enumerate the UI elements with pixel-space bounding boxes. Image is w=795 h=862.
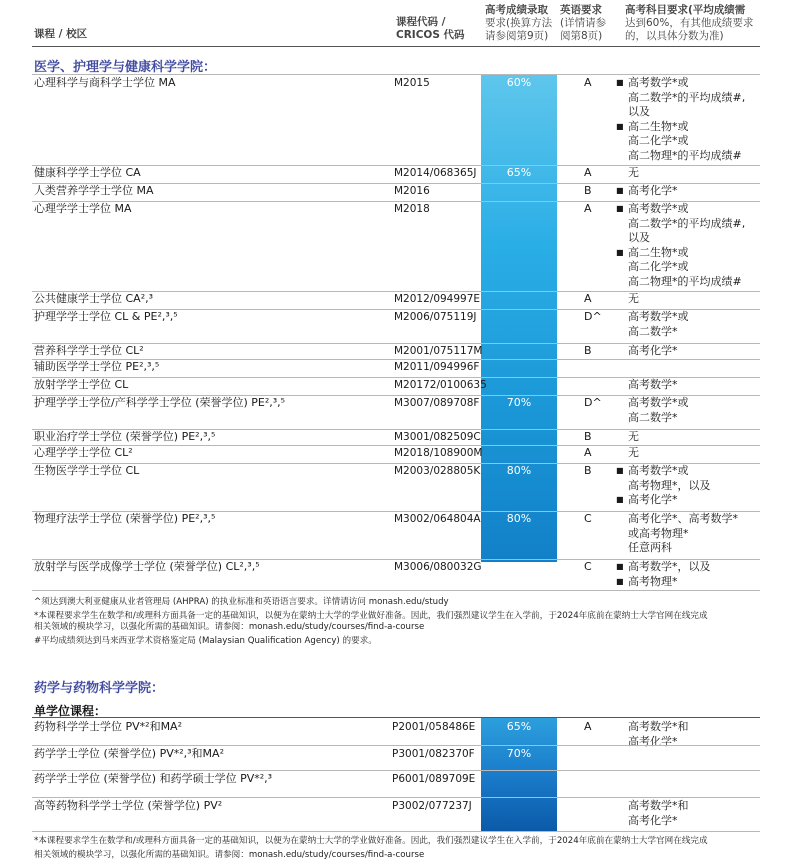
subject-requirement — [616, 799, 689, 828]
requirement-line: 高考化学* — [628, 813, 678, 827]
course-name: 护理学学士学位 CL & PE²,³,⁵ — [34, 310, 178, 323]
bullet-item: ■ 高考数学*或 — [616, 202, 745, 217]
english-requirement: C — [584, 512, 592, 525]
course-name: 健康科学学士学位 CA — [34, 166, 141, 179]
english-requirement: A — [584, 76, 592, 89]
row-divider — [32, 559, 760, 560]
course-code: P2001/058486E — [392, 721, 476, 733]
english-requirement: C — [584, 560, 592, 573]
subject-requirement — [616, 166, 639, 181]
course-code: M2006/075119J — [394, 311, 477, 323]
english-requirement: A — [584, 720, 592, 733]
requirement-line: 高考化学*、高考数学* — [628, 512, 738, 525]
course-name: 公共健康学士学位 CA²,³ — [34, 292, 154, 305]
requirement-line: 或高考物理* — [628, 526, 689, 540]
requirement-line: 无 — [628, 292, 639, 305]
english-requirement: D^ — [584, 396, 602, 409]
course-name: 职业治疗学士学位 (荣誉学位) PE²,³,⁵ — [34, 430, 216, 443]
entry-score: 80% — [506, 512, 532, 525]
entry-score: 80% — [506, 464, 532, 477]
course-name: 药物科学学士学位 PV*²和MA² — [34, 720, 182, 733]
course-code: P3002/077237J — [392, 800, 472, 812]
english-requirement: B — [584, 464, 592, 477]
section-title-medicine: 医学、护理学与健康科学学院： — [34, 60, 217, 75]
row-divider — [32, 445, 760, 446]
subject-requirement — [616, 344, 678, 359]
requirement-line: 高考数学*或 — [628, 396, 689, 409]
row-divider — [32, 395, 760, 396]
header-divider — [32, 46, 760, 47]
requirement-line: 高二物理*的平均成绩# — [628, 148, 742, 162]
english-requirement: A — [584, 446, 592, 459]
course-code: M3002/064804A — [394, 513, 481, 525]
bullet-item: ■ 高考数学*或 — [616, 76, 745, 91]
score-band-pharmacy — [481, 718, 557, 831]
row-divider — [32, 797, 760, 798]
requirement-line: 高二物理*的平均成绩# — [628, 274, 742, 288]
subject-requirement — [616, 184, 678, 199]
entry-score: 70% — [506, 396, 532, 409]
course-name: 生物医学学士学位 CL — [34, 464, 140, 477]
course-name: 营养科学学士学位 CL² — [34, 344, 144, 357]
course-name: 护理学学士学位/产科学学士学位 (荣誉学位) PE²,³,⁵ — [34, 396, 286, 409]
row-divider — [32, 309, 760, 310]
subject-requirement — [616, 446, 639, 461]
requirement-line: 以及 — [628, 231, 650, 244]
requirement-line: 以及 — [628, 105, 650, 118]
bullet-item: ■ 高考数学*或 — [616, 464, 711, 479]
row-divider — [32, 201, 760, 202]
course-name: 药学学士学位 (荣誉学位) PV*²,³和MA² — [34, 747, 224, 760]
row-divider — [32, 511, 760, 512]
course-code: M2016 — [394, 185, 430, 197]
subject-requirement — [616, 512, 738, 556]
subsection-divider — [32, 717, 760, 718]
row-divider — [32, 745, 760, 746]
course-name: 心理学学士学位 CL² — [34, 446, 133, 459]
requirement-line: 高二数学*的平均成绩#, — [628, 216, 746, 230]
footnote: ^须达到澳大利亚健康从业者管理局 (AHPRA) 的执业标准和英语语言要求。详情请访问 monash.edu/study — [34, 597, 449, 607]
subject-requirement — [616, 292, 639, 307]
course-code: M2012/094997E — [394, 293, 481, 305]
requirement-line: 高二数学*的平均成绩#, — [628, 90, 746, 104]
header-course: 课程 / 校区 — [34, 28, 88, 40]
footnote: 相关领域的模块学习，以强化所需的基础知识。请参阅：monash.edu/study/courses/find-a-course — [34, 850, 425, 860]
entry-score: 65% — [506, 166, 532, 179]
course-name: 放射学与医学成像学士学位 (荣誉学位) CL²,³,⁵ — [34, 560, 260, 573]
course-name: 高等药物科学学士学位 (荣誉学位) PV² — [34, 799, 223, 812]
section-title-pharmacy: 药学与药物科学学院： — [34, 681, 165, 696]
requirement-line: 无 — [628, 430, 639, 443]
course-name: 放射学学士学位 CL — [34, 378, 129, 391]
row-divider — [32, 291, 760, 292]
requirement-line: 高考数学*和 — [628, 720, 689, 733]
requirement-line: 高考物理*，以及 — [628, 478, 711, 492]
course-name: 人类营养学学士学位 MA — [34, 184, 154, 197]
requirement-line: 高考化学* — [628, 344, 678, 357]
entry-score: 70% — [506, 747, 532, 760]
course-name: 心理学学士学位 MA — [34, 202, 132, 215]
subject-requirement — [616, 378, 678, 393]
row-divider — [32, 343, 760, 344]
course-code: P3001/082370F — [392, 748, 475, 760]
footnote: *本课程要求学生在数学和/或理科方面具备一定的基础知识，以便为在蒙纳士大学的学业做好准备。因此，我们强烈建议学生在入学前，于2024年底前在蒙纳士大学官网在线完成 — [34, 836, 708, 846]
subject-requirement — [616, 76, 745, 163]
course-code: P6001/089709E — [392, 773, 476, 785]
english-requirement: A — [584, 166, 592, 179]
course-code: M2001/075117M — [394, 345, 483, 357]
course-code: M2011/094996F — [394, 361, 480, 373]
footnote: #平均成绩须达到马来西亚学术资格鉴定局 (Malaysian Qualification Agency) 的要求。 — [34, 636, 377, 646]
course-code: M20172/0100635 — [394, 379, 487, 391]
entry-score: 60% — [506, 76, 532, 89]
english-requirement: A — [584, 202, 592, 215]
requirement-line: 高考数学*和 — [628, 799, 689, 812]
row-divider — [32, 183, 760, 184]
requirement-line: 高二化学*或 — [628, 260, 689, 273]
english-requirement: B — [584, 184, 592, 197]
requirement-line: 高二数学* — [628, 324, 678, 338]
row-divider — [32, 831, 760, 832]
course-code: M3007/089708F — [394, 397, 480, 409]
subject-requirement — [616, 202, 745, 289]
course-code: M2003/028805K — [394, 465, 481, 477]
bullet-item: ■ 高考化学* — [616, 493, 711, 508]
requirement-line: 高考数学* — [628, 378, 678, 391]
subject-requirement — [616, 430, 639, 445]
subject-requirement — [616, 464, 711, 508]
course-code: M3006/080032G — [394, 561, 482, 573]
english-requirement: A — [584, 292, 592, 305]
bullet-item: ■ 高考数学*，以及 — [616, 560, 711, 575]
english-requirement: D^ — [584, 310, 602, 323]
entry-score: 80% — [506, 560, 532, 573]
row-divider — [32, 770, 760, 771]
header-english: 英语要求 (详情请参 阅第8页) — [560, 4, 607, 42]
subsection-single-degree: 单学位课程： — [34, 704, 107, 718]
score-band — [481, 75, 557, 562]
footnote: 相关领域的模块学习，以强化所需的基础知识。请参阅：monash.edu/study/courses/find-a-course — [34, 622, 425, 632]
bullet-item: ■ 高二生物*或 — [616, 120, 745, 135]
english-requirement: B — [584, 430, 592, 443]
requirement-line: 高考数学*或 — [628, 310, 689, 323]
requirement-line: 高二化学*或 — [628, 134, 689, 147]
course-name: 物理疗法学士学位 (荣誉学位) PE²,³,⁵ — [34, 512, 216, 525]
requirement-line: 任意两科 — [628, 541, 672, 554]
course-code: M3001/082509C — [394, 431, 481, 443]
requirement-line: 高二数学* — [628, 410, 678, 424]
course-code: M2014/068365J — [394, 167, 477, 179]
header-subject: 高考科目要求(平均成绩需 达到60%，有其他成绩要求 的，以具体分数为准) — [625, 4, 754, 42]
subject-requirement — [616, 310, 689, 339]
course-name: 药学学士学位 (荣誉学位) 和药学硕士学位 PV*²,³ — [34, 772, 273, 785]
subject-requirement — [616, 560, 711, 589]
course-name: 辅助医学学士学位 PE²,³,⁵ — [34, 360, 160, 373]
row-divider — [32, 359, 760, 360]
header-score: 高考成绩录取 要求(换算方法 请参阅第9页) — [485, 4, 553, 42]
row-divider — [32, 429, 760, 430]
english-requirement: B — [584, 344, 592, 357]
footnote: *本课程要求学生在数学和/或理科方面具备一定的基础知识，以便为在蒙纳士大学的学业做好准备。因此，我们强烈建议学生在入学前，于2024年底前在蒙纳士大学官网在线完成 — [34, 611, 708, 621]
course-name: 心理科学与商科学士学位 MA — [34, 76, 176, 89]
course-code: M2018/108900M — [394, 447, 483, 459]
row-divider — [32, 463, 760, 464]
requirement-line: 无 — [628, 446, 639, 459]
header-code: 课程代码 / CRICOS 代码 — [396, 16, 465, 41]
row-divider — [32, 590, 760, 591]
bullet-item: ■ 高考物理* — [616, 575, 711, 590]
requirement-line: 无 — [628, 166, 639, 179]
row-divider — [32, 165, 760, 166]
bullet-item: ■ 高二生物*或 — [616, 246, 745, 261]
course-code: M2015 — [394, 77, 430, 89]
bullet-item: ■ 高考化学* — [616, 184, 678, 199]
section-divider — [32, 74, 760, 75]
row-divider — [32, 377, 760, 378]
entry-score: 65% — [506, 720, 532, 733]
subject-requirement — [616, 396, 689, 425]
requirement-line: 高考化学* — [628, 734, 678, 748]
course-code: M2018 — [394, 203, 430, 215]
